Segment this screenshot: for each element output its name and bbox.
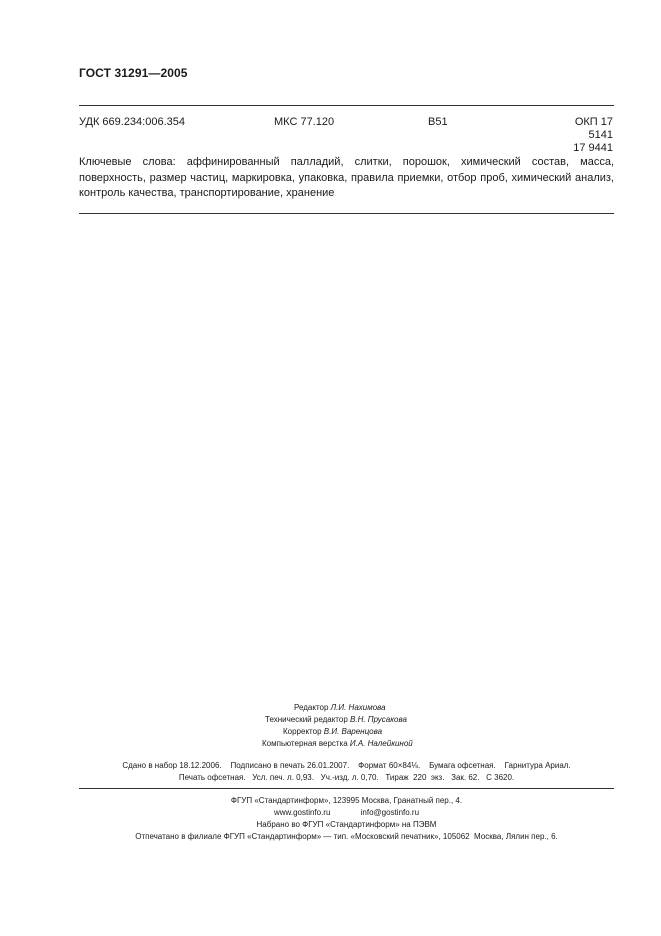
print-info-line2: Печать офсетная. Усл. печ. л. 0,93. Уч.-изд. л. 0,70. Тираж 220 экз. Зак. 62. С 3620. [178,773,515,782]
tech-editor-line [220,714,520,726]
corrector-line [220,726,520,738]
okp-code-line1: ОКП 17 5141 [574,116,613,141]
printed-note: Отпечатано в филиале ФГУП «Стандартинформ» — тип. «Московский печатник», 105062 Москва, Лялин пер., 6. [135,832,558,841]
mks-code: МКС 77.120 [274,116,335,128]
layout-name: И.А. Налейкиной [349,739,413,748]
publisher-email: info@gostinfo.ru [360,808,420,817]
editor-label: Редактор [294,703,329,712]
editor-line [220,702,520,714]
print-info-line1: Сдано в набор 18.12.2006. Подписано в печать 26.01.2007. Формат 60×84⅛. Бумага офсетная. Гарнитура Ариал. [122,761,571,770]
typeset-note: Набрано во ФГУП «Стандартинформ» на ПЭВМ [256,820,437,829]
classifier-b-code: В51 [428,116,448,128]
publisher-divider [79,788,614,789]
layout-line [220,738,520,750]
publisher-website: www.gostinfo.ru [273,808,331,817]
editor-name: Л.И. Нахимова [330,703,386,712]
publisher-contacts [260,807,433,819]
publisher-address: ФГУП «Стандартинформ», 123995 Москва, Гранатный пер., 4. [230,796,463,805]
tech-editor-name: В.Н. Прусакова [350,715,407,724]
udk-code: УДК 669.234:006.354 [79,116,185,128]
okp-code [548,116,613,155]
keywords-divider [79,213,614,214]
keywords-paragraph: Ключевые слова: аффинированный палладий, слитки, порошок, химический состав, масса, поверхность, размер частиц, маркировка, упаковка, правила приемки, отбор проб, химический анализ, контроль качества, транспортирование, хранение [79,156,614,199]
publisher-block [79,795,614,843]
layout-label: Компьютерная верстка [262,739,348,748]
okp-code-line2: 17 9441 [573,142,613,154]
standard-code: ГОСТ 31291—2005 [79,66,188,80]
corrector-name: В.И. Варенцова [323,727,383,736]
credits-block [220,702,520,750]
corrector-label: Корректор [283,727,322,736]
print-info-block [79,760,614,784]
top-divider [79,105,614,106]
tech-editor-label: Технический редактор [265,715,348,724]
